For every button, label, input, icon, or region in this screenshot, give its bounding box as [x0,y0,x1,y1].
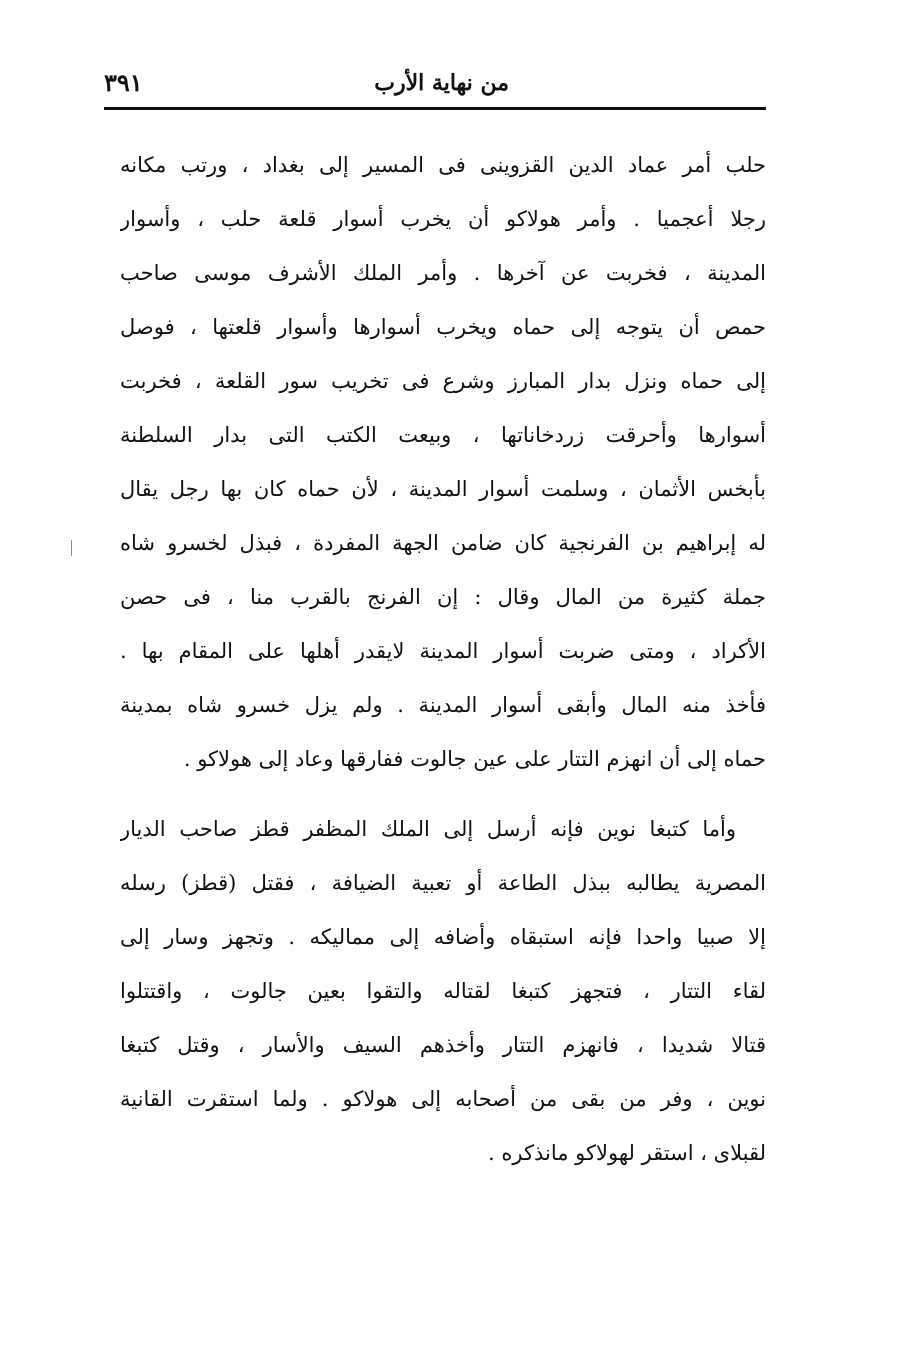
text-line: رجلا أعجميا . وأمر هولاكو أن يخرب أسوار قلعة حلب ، وأسوار [120,207,766,231]
text-line: إلى حماه ونزل بدار المبارز وشرع فى تخريب سور القلعة ، فخربت [120,369,766,393]
body-text [120,138,766,1180]
paragraph-2 [120,802,766,1180]
text-line: قتالا شديدا ، فانهزم التتار وأخذهم السيف والأسار ، وقتل كتبغا [120,1033,766,1057]
text-line: وأما كتبغا نوين فإنه أرسل إلى الملك المظفر قطز صاحب الديار [120,817,736,841]
text-line: جملة كثيرة من المال وقال : إن الفرنج بالقرب منا ، فى حصن [120,585,766,609]
text-line: حماه إلى أن انهزم التتار على عين جالوت ففارقها وعاد إلى هولاكو . [183,747,766,771]
text-line: فأخذ منه المال وأبقى أسوار المدينة . ولم يزل خسرو شاه بمدينة [120,693,766,717]
paragraph-1 [120,138,766,786]
page-number: ٣٩١ [104,68,143,97]
text-line: الأكراد ، ومتى ضربت أسوار المدينة لايقدر أهلها على المقام بها . [120,639,766,663]
text-line: حلب أمر عماد الدين القزوينى فى المسير إلى بغداد ، ورتب مكانه [120,153,766,177]
text-line: بأبخس الأثمان ، وسلمت أسوار المدينة ، لأن حماه كان بها رجل يقال [120,477,766,501]
text-line: لقبلاى ، استقر لهولاكو مانذكره . [488,1141,766,1165]
text-line: إلا صبيا واحدا فإنه استبقاه وأضافه إلى مماليكه . وتجهز وسار إلى [120,925,766,949]
text-line: حمص أن يتوجه إلى حماه ويخرب أسوارها وأسوار قلعتها ، فوصل [120,315,766,339]
text-line: المدينة ، فخربت عن آخرها . وأمر الملك الأشرف موسى صاحب [120,261,766,285]
running-title: من نهاية الأرب [374,70,509,96]
text-line: لقاء التتار ، فتجهز كتبغا لقتاله والتقوا بعين جالوت ، واقتتلوا [120,979,766,1003]
text-line: أسوارها وأحرقت زردخاناتها ، وبيعت الكتب التى بدار السلطنة [120,423,766,447]
text-line: نوين ، وفر من بقى من أصحابه إلى هولاكو . ولما استقرت القانية [120,1087,766,1111]
text-line: له إبراهيم بن الفرنجية كان ضامن الجهة المفردة ، فبذل لخسرو شاه [120,531,766,555]
paragraph-gap [120,786,766,802]
page-header [104,66,764,106]
margin-mark [71,540,72,556]
header-rule [104,107,766,110]
text-line: المصرية يطالبه ببذل الطاعة أو تعبية الضيافة ، فقتل (قطز) رسله [120,871,766,895]
